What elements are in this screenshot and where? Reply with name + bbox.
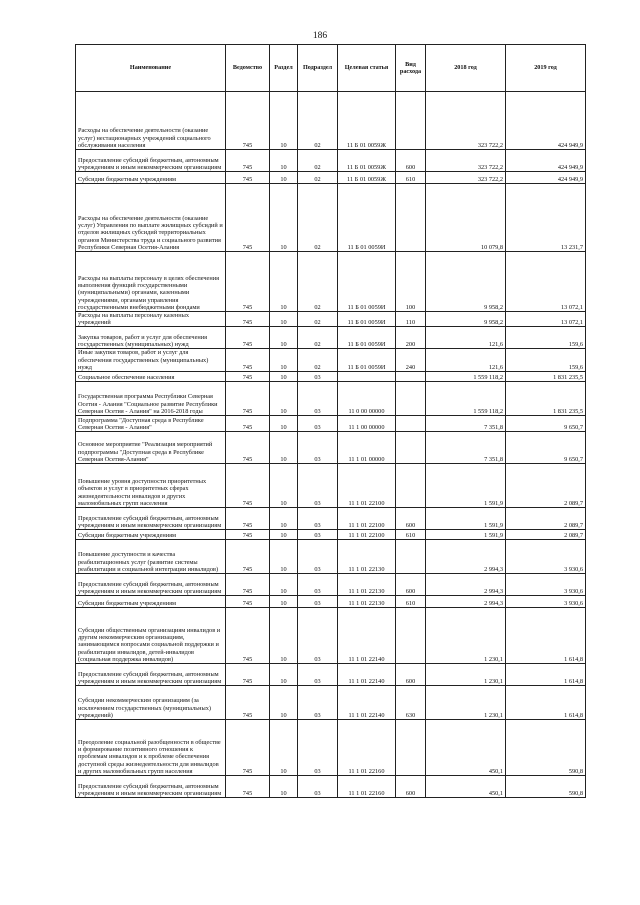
- cell-article: 11 Б 01 0059Ж: [338, 92, 396, 150]
- cell-name: Повышение доступности и качества реабилитационных услуг (развитие системы реабилитации и социальной интеграции инвалидов): [76, 540, 226, 574]
- cell-dept: 745: [226, 92, 270, 150]
- cell-dept: 745: [226, 464, 270, 508]
- cell-2018: 10 079,8: [426, 184, 506, 252]
- cell-2019: 2 089,7: [506, 464, 586, 508]
- cell-2018: 1 230,1: [426, 664, 506, 686]
- table-row: [76, 530, 586, 540]
- header-2018: 2018 год: [426, 45, 506, 92]
- cell-dept: 745: [226, 574, 270, 596]
- cell-2018: 323 722,2: [426, 172, 506, 184]
- cell-2019: 3 930,6: [506, 540, 586, 574]
- table-row: [76, 776, 586, 798]
- cell-dept: 745: [226, 776, 270, 798]
- cell-article: 11 1 01 22130: [338, 574, 396, 596]
- cell-name: Преодоление социальной разобщенности в обществе и формирование позитивного отношения к проблемам инвалидов и к проблеме обеспечения доступной среды жизнедеятельности для инвалидов и других маломобильных групп населения: [76, 720, 226, 776]
- cell-exp-type: 610: [396, 172, 426, 184]
- cell-name: Предоставление субсидий бюджетным, автономным учреждениям и иным некоммерческим организациям: [76, 574, 226, 596]
- cell-exp-type: 110: [396, 312, 426, 327]
- cell-subsection: 03: [298, 432, 338, 464]
- cell-subsection: 02: [298, 349, 338, 372]
- table-row: [76, 664, 586, 686]
- cell-dept: 745: [226, 664, 270, 686]
- cell-section: 10: [270, 540, 298, 574]
- table-row: [76, 92, 586, 150]
- cell-dept: 745: [226, 372, 270, 382]
- table-row: [76, 574, 586, 596]
- cell-exp-type: [396, 184, 426, 252]
- cell-dept: 745: [226, 608, 270, 664]
- cell-subsection: 02: [298, 184, 338, 252]
- cell-name: Субсидии бюджетным учреждениям: [76, 530, 226, 540]
- cell-section: 10: [270, 776, 298, 798]
- cell-2018: 2 994,3: [426, 574, 506, 596]
- cell-subsection: 03: [298, 574, 338, 596]
- cell-2018: 7 351,8: [426, 416, 506, 432]
- header-section: Раздел: [270, 45, 298, 92]
- cell-exp-type: 200: [396, 327, 426, 349]
- cell-article: 11 1 01 22130: [338, 596, 396, 608]
- header-dept: Ведомство: [226, 45, 270, 92]
- cell-exp-type: [396, 372, 426, 382]
- table-row: [76, 540, 586, 574]
- header-name: Наименование: [76, 45, 226, 92]
- cell-exp-type: [396, 92, 426, 150]
- cell-section: 10: [270, 508, 298, 530]
- cell-section: 10: [270, 382, 298, 416]
- cell-2019: 424 949,9: [506, 92, 586, 150]
- cell-2019: 424 949,9: [506, 172, 586, 184]
- cell-2018: 9 958,2: [426, 252, 506, 312]
- cell-name: Субсидии некоммерческим организациям (за исключением государственных (муниципальных) учреждений): [76, 686, 226, 720]
- cell-dept: 745: [226, 252, 270, 312]
- table-row: [76, 686, 586, 720]
- cell-article: 11 Б 01 0059И: [338, 252, 396, 312]
- cell-section: 10: [270, 150, 298, 172]
- cell-article: 11 0 00 00000: [338, 382, 396, 416]
- table-header-row: [76, 45, 586, 92]
- cell-2018: 7 351,8: [426, 432, 506, 464]
- cell-2018: 1 559 118,2: [426, 382, 506, 416]
- cell-dept: 745: [226, 184, 270, 252]
- cell-dept: 745: [226, 416, 270, 432]
- cell-article: 11 Б 01 0059Ж: [338, 150, 396, 172]
- cell-exp-type: [396, 416, 426, 432]
- cell-subsection: 03: [298, 720, 338, 776]
- table-row: [76, 416, 586, 432]
- cell-name: Субсидии общественным организациям инвалидов и другим некоммерческим организациям, занимающимся вопросами социальной поддержки и реабилитации инвалидов, детей-инвалидов (социальная поддержка инвалидов): [76, 608, 226, 664]
- cell-dept: 745: [226, 530, 270, 540]
- cell-2019: 1 614,8: [506, 686, 586, 720]
- cell-subsection: 02: [298, 92, 338, 150]
- cell-section: 10: [270, 720, 298, 776]
- cell-dept: 745: [226, 172, 270, 184]
- cell-2018: 1 591,9: [426, 508, 506, 530]
- table-row: [76, 382, 586, 416]
- cell-subsection: 02: [298, 252, 338, 312]
- cell-section: 10: [270, 92, 298, 150]
- cell-exp-type: 630: [396, 686, 426, 720]
- cell-article: 11 Б 01 0059И: [338, 349, 396, 372]
- cell-2018: 1 230,1: [426, 686, 506, 720]
- cell-article: 11 1 01 22100: [338, 508, 396, 530]
- header-2019: 2019 год: [506, 45, 586, 92]
- cell-2018: 1 559 118,2: [426, 372, 506, 382]
- cell-subsection: 03: [298, 596, 338, 608]
- cell-name: Социальное обеспечение населения: [76, 372, 226, 382]
- cell-section: 10: [270, 416, 298, 432]
- cell-exp-type: 600: [396, 150, 426, 172]
- cell-2018: 9 958,2: [426, 312, 506, 327]
- table-row: [76, 327, 586, 349]
- cell-exp-type: [396, 608, 426, 664]
- cell-article: 11 Б 01 0059Ж: [338, 172, 396, 184]
- cell-section: 10: [270, 574, 298, 596]
- cell-dept: 745: [226, 540, 270, 574]
- table-row: [76, 372, 586, 382]
- cell-section: 10: [270, 530, 298, 540]
- cell-name: Основное мероприятие "Реализация мероприятий подпрограммы "Доступная среда в Республике Северная Осетия-Алания": [76, 432, 226, 464]
- cell-2019: 1 831 235,5: [506, 382, 586, 416]
- cell-section: 10: [270, 608, 298, 664]
- cell-section: 10: [270, 252, 298, 312]
- table-row: [76, 184, 586, 252]
- cell-2018: 323 722,2: [426, 92, 506, 150]
- cell-subsection: 03: [298, 608, 338, 664]
- cell-2019: 3 930,6: [506, 574, 586, 596]
- cell-2019: 13 231,7: [506, 184, 586, 252]
- cell-subsection: 03: [298, 540, 338, 574]
- cell-exp-type: 600: [396, 664, 426, 686]
- cell-exp-type: 600: [396, 574, 426, 596]
- cell-name: Расходы на обеспечение деятельности (оказание услуг) Управления по выплате жилищных субсидий и отделов жилищных субсидий территориальных органов Министерства труда и социального развития Республики Северная Осетия-Алания: [76, 184, 226, 252]
- cell-dept: 745: [226, 686, 270, 720]
- cell-subsection: 02: [298, 172, 338, 184]
- table-row: [76, 596, 586, 608]
- table-row: [76, 150, 586, 172]
- cell-article: 11 1 01 22130: [338, 540, 396, 574]
- cell-subsection: 03: [298, 776, 338, 798]
- cell-dept: 745: [226, 349, 270, 372]
- table-row: [76, 349, 586, 372]
- cell-section: 10: [270, 172, 298, 184]
- cell-exp-type: [396, 720, 426, 776]
- cell-2019: 1 614,8: [506, 664, 586, 686]
- header-exp-type: Вид расхода: [396, 45, 426, 92]
- table-row: [76, 464, 586, 508]
- cell-dept: 745: [226, 382, 270, 416]
- cell-section: 10: [270, 372, 298, 382]
- cell-2018: 121,6: [426, 327, 506, 349]
- cell-name: Предоставление субсидий бюджетным, автономным учреждениям и иным некоммерческим организациям: [76, 150, 226, 172]
- cell-name: Предоставление субсидий бюджетным, автономным учреждениям и иным некоммерческим организациям: [76, 664, 226, 686]
- table-row: [76, 508, 586, 530]
- cell-article: [338, 372, 396, 382]
- cell-name: Расходы на обеспечение деятельности (оказание услуг) нестационарных учреждений социального обслуживания населения: [76, 92, 226, 150]
- cell-name: Предоставление субсидий бюджетным, автономным учреждениям и иным некоммерческим организациям: [76, 776, 226, 798]
- cell-dept: 745: [226, 312, 270, 327]
- table-row: [76, 720, 586, 776]
- cell-article: 11 Б 01 0059И: [338, 184, 396, 252]
- cell-name: Иные закупки товаров, работ и услуг для обеспечения государственных (муниципальных) нужд: [76, 349, 226, 372]
- cell-section: 10: [270, 464, 298, 508]
- header-subsection: Подраздел: [298, 45, 338, 92]
- cell-article: 11 1 01 22160: [338, 720, 396, 776]
- cell-article: 11 1 01 22160: [338, 776, 396, 798]
- cell-article: 11 1 01 22140: [338, 664, 396, 686]
- cell-subsection: 02: [298, 312, 338, 327]
- cell-2019: 13 072,1: [506, 312, 586, 327]
- cell-subsection: 03: [298, 382, 338, 416]
- cell-section: 10: [270, 432, 298, 464]
- cell-article: 11 1 01 00000: [338, 432, 396, 464]
- cell-2018: 450,1: [426, 776, 506, 798]
- table-row: [76, 432, 586, 464]
- cell-exp-type: [396, 540, 426, 574]
- cell-exp-type: [396, 464, 426, 508]
- cell-subsection: 03: [298, 686, 338, 720]
- cell-subsection: 03: [298, 530, 338, 540]
- cell-article: 11 Б 01 0059И: [338, 327, 396, 349]
- cell-name: Закупка товаров, работ и услуг для обеспечения государственных (муниципальных) нужд: [76, 327, 226, 349]
- cell-2018: 1 591,9: [426, 464, 506, 508]
- cell-article: 11 1 01 22140: [338, 686, 396, 720]
- cell-exp-type: 610: [396, 530, 426, 540]
- cell-2018: 2 994,3: [426, 596, 506, 608]
- cell-exp-type: [396, 382, 426, 416]
- cell-section: 10: [270, 686, 298, 720]
- cell-dept: 745: [226, 150, 270, 172]
- cell-2019: 1 614,8: [506, 608, 586, 664]
- cell-2019: 2 089,7: [506, 508, 586, 530]
- cell-2019: 3 930,6: [506, 596, 586, 608]
- cell-subsection: 02: [298, 150, 338, 172]
- cell-2019: 590,8: [506, 720, 586, 776]
- cell-2019: 9 650,7: [506, 432, 586, 464]
- cell-name: Субсидии бюджетным учреждениям: [76, 596, 226, 608]
- cell-2018: 2 994,3: [426, 540, 506, 574]
- cell-name: Расходы на выплаты персоналу казенных учреждений: [76, 312, 226, 327]
- cell-section: 10: [270, 596, 298, 608]
- cell-exp-type: 600: [396, 508, 426, 530]
- cell-2018: 1 230,1: [426, 608, 506, 664]
- cell-article: 11 1 01 22100: [338, 464, 396, 508]
- cell-2019: 590,8: [506, 776, 586, 798]
- cell-subsection: 03: [298, 464, 338, 508]
- cell-exp-type: 600: [396, 776, 426, 798]
- cell-2019: 159,6: [506, 349, 586, 372]
- cell-dept: 745: [226, 508, 270, 530]
- cell-2018: 323 722,2: [426, 150, 506, 172]
- cell-subsection: 03: [298, 416, 338, 432]
- cell-subsection: 03: [298, 508, 338, 530]
- cell-exp-type: 610: [396, 596, 426, 608]
- cell-2019: 13 072,1: [506, 252, 586, 312]
- cell-subsection: 03: [298, 664, 338, 686]
- cell-name: Государственная программа Республики Северная Осетия - Алания "Социальное развитие Республики Северная Осетия - Алания" на 2016-2018 годы: [76, 382, 226, 416]
- cell-article: 11 1 00 00000: [338, 416, 396, 432]
- cell-section: 10: [270, 349, 298, 372]
- cell-article: 11 1 01 22140: [338, 608, 396, 664]
- cell-exp-type: 100: [396, 252, 426, 312]
- table-row: [76, 312, 586, 327]
- cell-2018: 450,1: [426, 720, 506, 776]
- budget-table: [75, 44, 586, 798]
- cell-exp-type: [396, 432, 426, 464]
- cell-section: 10: [270, 327, 298, 349]
- cell-section: 10: [270, 664, 298, 686]
- table-row: [76, 172, 586, 184]
- cell-dept: 745: [226, 596, 270, 608]
- table-row: [76, 608, 586, 664]
- cell-subsection: 03: [298, 372, 338, 382]
- cell-2019: 159,6: [506, 327, 586, 349]
- table-row: [76, 252, 586, 312]
- cell-exp-type: 240: [396, 349, 426, 372]
- cell-name: Предоставление субсидий бюджетным, автономным учреждениям и иным некоммерческим организациям: [76, 508, 226, 530]
- cell-name: Расходы на выплаты персоналу в целях обеспечения выполнения функций государственными (муниципальными) органами, казенными учреждениями, органами управления государственными внебюджетными фондами: [76, 252, 226, 312]
- cell-2019: 2 089,7: [506, 530, 586, 540]
- cell-2018: 1 591,9: [426, 530, 506, 540]
- cell-name: Подпрограмма "Доступная среда в Республике Северная Осетия - Алания": [76, 416, 226, 432]
- cell-2019: 1 831 235,5: [506, 372, 586, 382]
- cell-2018: 121,6: [426, 349, 506, 372]
- cell-name: Субсидии бюджетным учреждениям: [76, 172, 226, 184]
- cell-dept: 745: [226, 432, 270, 464]
- cell-article: 11 Б 01 0059И: [338, 312, 396, 327]
- cell-section: 10: [270, 184, 298, 252]
- cell-2019: 9 650,7: [506, 416, 586, 432]
- page-number: 186: [312, 31, 328, 41]
- cell-section: 10: [270, 312, 298, 327]
- header-article: Целевая статья: [338, 45, 396, 92]
- cell-name: Повышение уровня доступности приоритетных объектов и услуг в приоритетных сферах жизнедеятельности инвалидов и других маломобильных групп населения: [76, 464, 226, 508]
- cell-subsection: 02: [298, 327, 338, 349]
- cell-2019: 424 949,9: [506, 150, 586, 172]
- cell-dept: 745: [226, 720, 270, 776]
- cell-article: 11 1 01 22100: [338, 530, 396, 540]
- cell-dept: 745: [226, 327, 270, 349]
